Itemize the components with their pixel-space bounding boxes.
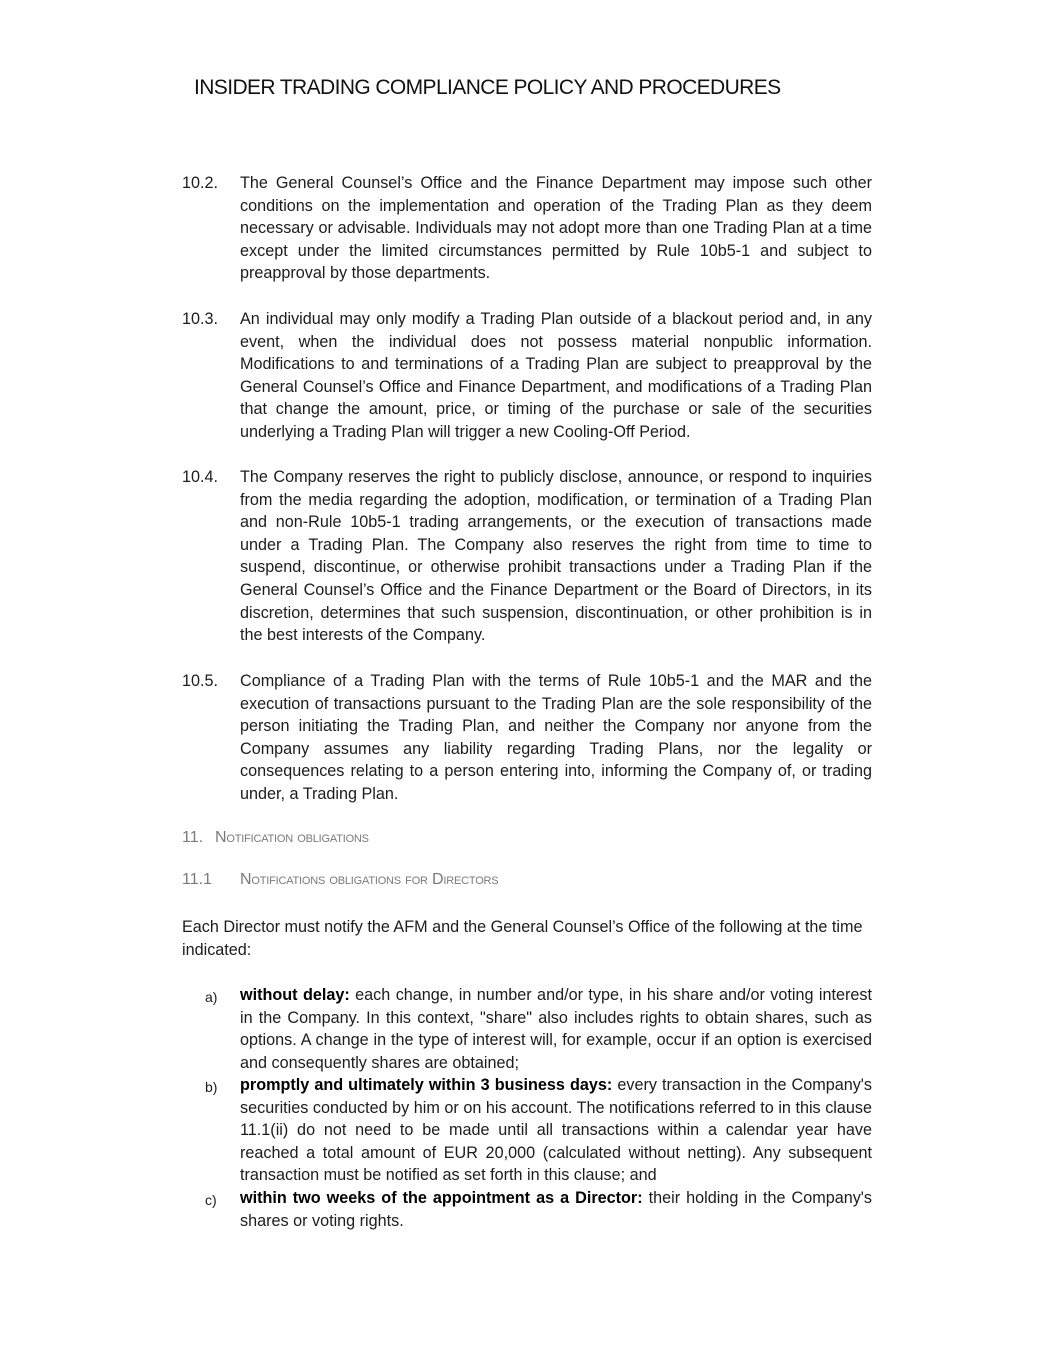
list-item-body: their holding in the Company's shares or voting rights. [240, 1189, 872, 1230]
list-item-text [240, 1187, 872, 1232]
document-header-title: INSIDER TRADING COMPLIANCE POLICY AND PROCEDURES [194, 76, 781, 99]
clause-10-4 [182, 466, 872, 647]
clause-text: The General Counsel’s Office and the Finance Department may impose such other conditions on the implementation and operation of the Trading Plan as they deem necessary or advisable. Individuals may not adopt more than one Trading Plan at a time except under the limited circumstances permitted by Rule 10b5-1 and subject to preapproval by those departments. [240, 174, 872, 283]
intro-paragraph: Each Director must notify the AFM and the General Counsel’s Office of the following at the time indicated: [182, 918, 863, 959]
list-item-lead: promptly and ultimately within 3 business days: [240, 1076, 613, 1094]
list-item-lead: without delay: [240, 986, 350, 1004]
clause-10-5 [182, 670, 872, 806]
list-item-letter: a) [205, 989, 218, 1005]
section-number: 11. [182, 829, 204, 846]
subsection-heading [182, 871, 498, 889]
list-item-b [205, 1074, 872, 1187]
section-title: Notification obligations [215, 829, 369, 846]
clause-text: Compliance of a Trading Plan with the terms of Rule 10b5-1 and the MAR and the execution of transactions pursuant to the Trading Plan are the sole responsibility of the person initiating the Trading Plan, and neither the Company nor anyone from the Company assumes any liability regarding Trading Plans, nor the legality or consequences relating to a person entering into, informing the Company of, or trading under, a Trading Plan. [240, 672, 872, 803]
list-item-body: every transaction in the Company's securities conducted by him or on his account. The notifications referred to in this clause 11.1(ii) do not need to be made until all transactions within a calendar year have reached a total amount of EUR 20,000 (calculated without netting). Any subsequent transaction must be notified as set forth in this clause; and [240, 1076, 872, 1185]
clause-number: 10.2. [182, 174, 219, 192]
clause-10-3 [182, 308, 872, 444]
clause-10-2 [182, 172, 872, 285]
list-item-letter: c) [205, 1192, 217, 1208]
list-item-lead: within two weeks of the appointment as a Director: [240, 1189, 643, 1207]
list-item-letter: b) [205, 1079, 218, 1095]
clause-text: An individual may only modify a Trading Plan outside of a blackout period and, in any event, when the individual does not possess material nonpublic information. Modifications to and terminations of a Trading Plan are subject to preapproval by the General Counsel’s Office and Finance Department, and modifications of a Trading Plan that change the amount, price, or timing of the purchase or sale of the securities underlying a Trading Plan will trigger a new Cooling-Off Period. [240, 310, 872, 441]
clause-number: 10.3. [182, 310, 219, 328]
list-item-text [240, 984, 872, 1074]
clause-number: 10.4. [182, 468, 219, 486]
list-item-body: each change, in number and/or type, in his share and/or voting interest in the Company. In this context, "share" also includes rights to obtain shares, such as options. A change in the type of interest will, for example, occur if an option is exercised and consequently shares are obtained; [240, 986, 872, 1072]
section-heading [182, 829, 369, 847]
list-item-c [205, 1187, 872, 1232]
clause-text: The Company reserves the right to publicly disclose, announce, or respond to inquiries from the media regarding the adoption, modification, or termination of a Trading Plan and non-Rule 10b5-1 trading arrangements, or the execution of transactions made under a Trading Plan. The Company also reserves the right from time to time to suspend, discontinue, or otherwise prohibit transactions under a Trading Plan if the General Counsel’s Office and the Finance Department or the Board of Directors, in its discretion, determines that such suspension, discontinuation, or other prohibition is in the best interests of the Company. [240, 468, 872, 645]
list-item-text [240, 1074, 872, 1187]
subsection-number: 11.1 [182, 871, 212, 888]
subsection-title: Notifications obligations for Directors [240, 871, 499, 888]
list-item-a [205, 984, 872, 1074]
clause-number: 10.5. [182, 672, 219, 690]
